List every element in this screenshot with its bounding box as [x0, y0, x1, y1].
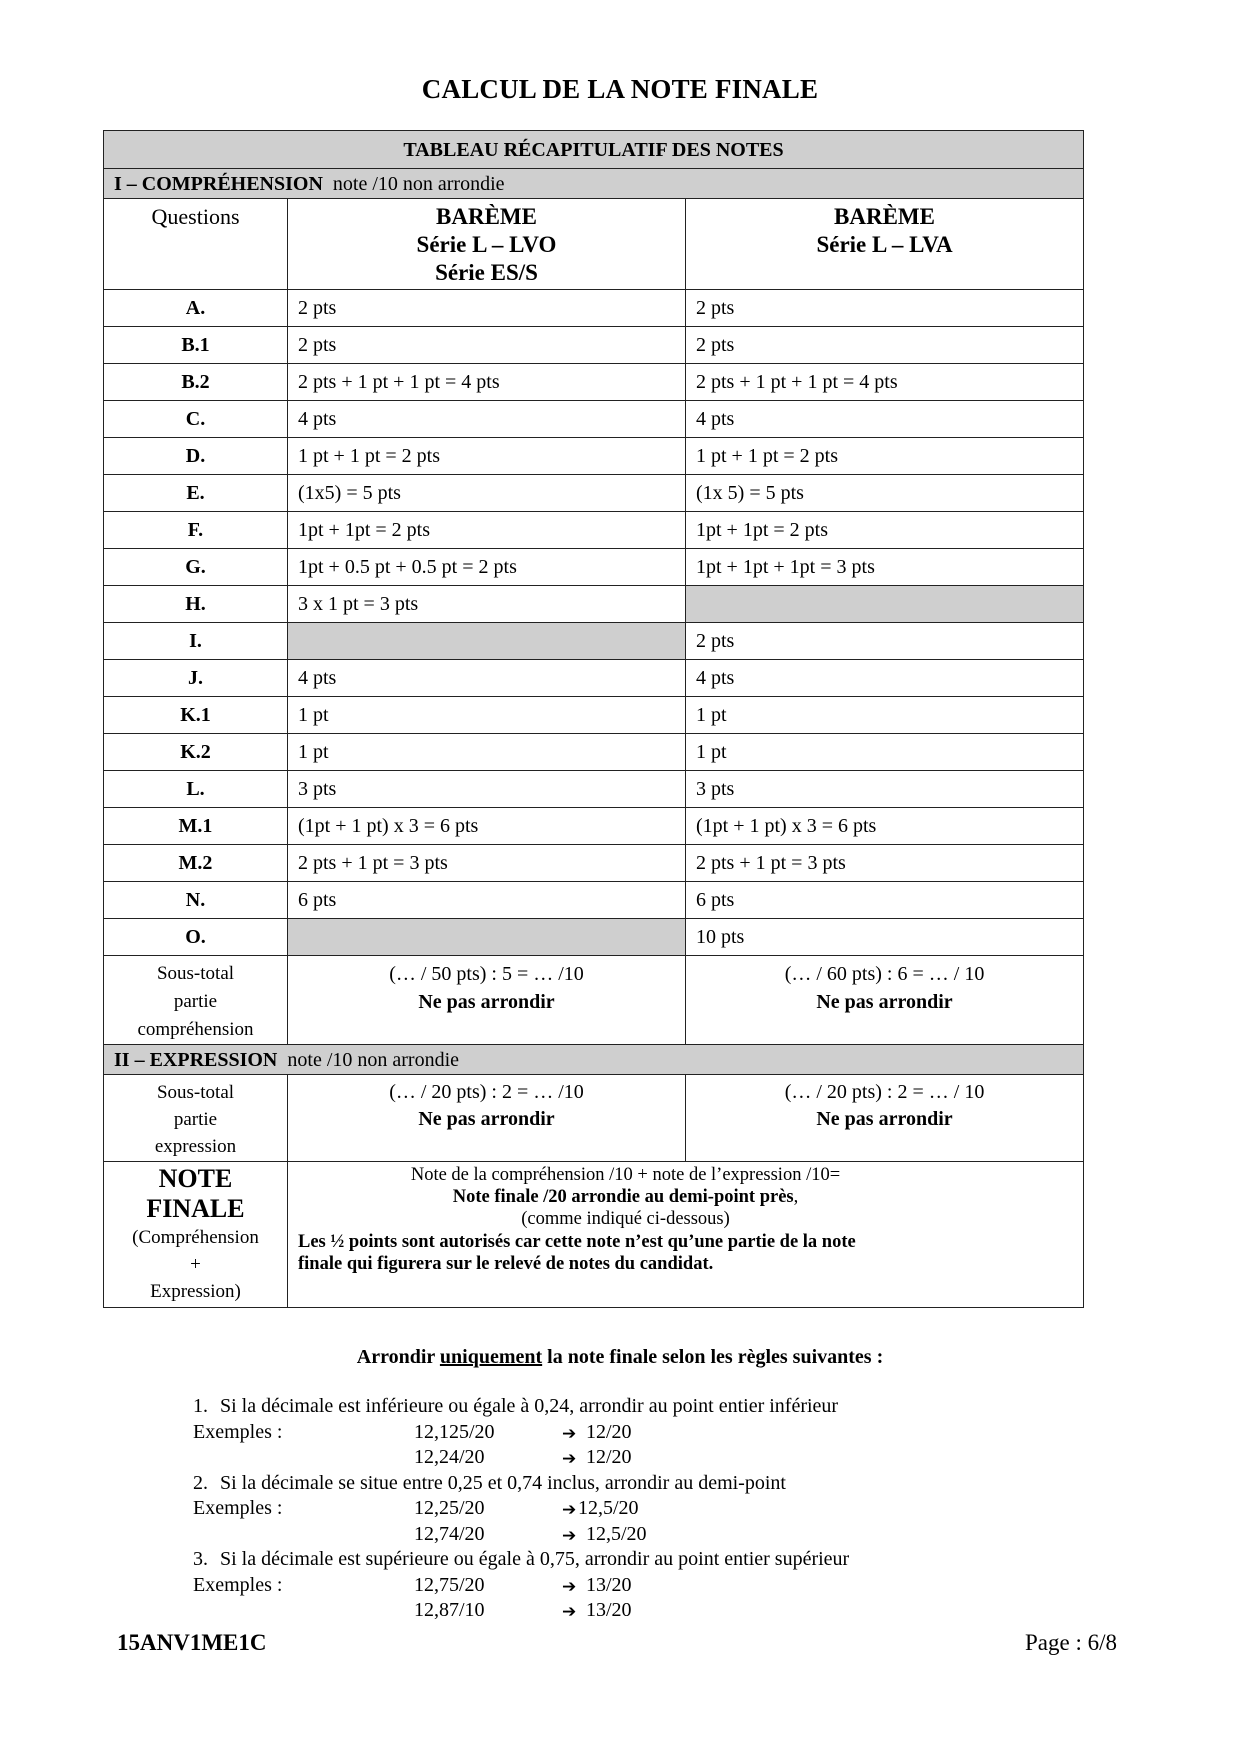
bareme-lvo-line: Série ES/S: [435, 260, 538, 285]
final-note: (comme indiqué ci-dessous): [521, 1209, 730, 1230]
question-label: K.2: [104, 734, 288, 771]
final-half-points-note: Les ½ points sont autorisés car cette note n’est qu’une partie de la note: [298, 1231, 856, 1252]
bareme-lva-header: [686, 199, 1084, 290]
question-label: J.: [104, 660, 288, 697]
question-label: C.: [104, 401, 288, 438]
rule-text: Si la décimale se situe entre 0,25 et 0,74 inclus, arrondir au demi-point: [220, 1471, 786, 1494]
bareme-lvo-cell: [288, 919, 686, 956]
bareme-lva-cell: 2 pts + 1 pt = 3 pts: [686, 845, 1084, 882]
question-rows: [104, 290, 1084, 956]
final-half-points-note: finale qui figurera sur le relevé de notes du candidat.: [298, 1253, 714, 1274]
table-row: [104, 438, 1084, 475]
rule-text: Si la décimale est inférieure ou égale à 0,24, arrondir au point entier inférieur: [220, 1395, 839, 1417]
subtotal-label-line: Sous-total: [156, 963, 235, 984]
bareme-lva-cell: 1 pt + 1 pt = 2 pts: [686, 438, 1084, 475]
question-label: M.2: [104, 845, 288, 882]
example-value: 12,125/20: [414, 1420, 495, 1443]
bareme-lva-cell: 2 pts: [686, 623, 1084, 660]
subtotal-label-line: Sous-total: [156, 1082, 235, 1103]
final-rounding-bold: Note finale /20 arrondie au demi-point près: [452, 1187, 794, 1208]
question-label: G.: [104, 549, 288, 586]
table-row: [104, 586, 1084, 623]
final-label-line: Expression): [150, 1281, 241, 1302]
final-formula: Note de la compréhension /10 + note de l’expression /10=: [410, 1165, 841, 1185]
bareme-lvo-cell: 4 pts: [288, 401, 686, 438]
subtotal-formula: (… / 20 pts) : 2 = … / 10: [784, 1081, 985, 1103]
section-expression-label: II – EXPRESSION: [114, 1048, 278, 1071]
rules-title-pre: Arrondir: [356, 1346, 440, 1368]
subtotal-label-line: compréhension: [137, 1019, 254, 1040]
no-round-note: Ne pas arrondir: [816, 991, 953, 1013]
bareme-lvo-cell: (1x5) = 5 pts: [288, 475, 686, 512]
subtotal-formula: (… / 50 pts) : 5 = … /10: [389, 963, 584, 985]
page-title: CALCUL DE LA NOTE FINALE: [421, 74, 819, 104]
bareme-lva-cell: [686, 586, 1084, 623]
document-code: 15ANV1ME1C: [117, 1630, 267, 1655]
subtotal-formula: (… / 20 pts) : 2 = … /10: [389, 1081, 584, 1103]
table-row: [104, 623, 1084, 660]
subtotal-label-line: partie: [173, 991, 218, 1012]
bareme-lvo-line: BARÈME: [436, 204, 537, 229]
example-result: 13/20: [586, 1573, 632, 1596]
bareme-lvo-cell: 3 x 1 pt = 3 pts: [288, 586, 686, 623]
table-banner: TABLEAU RÉCAPITULATIF DES NOTES: [104, 131, 1084, 169]
section-expression: [104, 1045, 1084, 1075]
bareme-lvo-cell: 2 pts: [288, 327, 686, 364]
table-row: [104, 771, 1084, 808]
table-row: [104, 549, 1084, 586]
table-row: [104, 660, 1084, 697]
question-label: N.: [104, 882, 288, 919]
bareme-lvo-cell: 2 pts + 1 pt = 3 pts: [288, 845, 686, 882]
question-label: O.: [104, 919, 288, 956]
subtotal-comprehension-label: [104, 956, 288, 1045]
table-row: [104, 290, 1084, 327]
rules-title-post: la note finale selon les règles suivantes :: [542, 1346, 884, 1368]
example-result: 12/20: [586, 1446, 632, 1468]
example-result: 12,5/20: [578, 1497, 639, 1519]
rule-item: [193, 1548, 849, 1571]
page-number: Page : 6/8: [1025, 1630, 1117, 1655]
table-row: [104, 512, 1084, 549]
question-label: H.: [104, 586, 288, 623]
bareme-lvo-cell: 4 pts: [288, 660, 686, 697]
arrow-right-icon: ➔: [562, 1449, 577, 1469]
subtotal-expression-lvo: [288, 1075, 686, 1162]
bareme-lva-cell: 1 pt: [686, 697, 1084, 734]
bareme-lva-cell: 3 pts: [686, 771, 1084, 808]
subtotal-comprehension-lva: [686, 956, 1084, 1045]
final-grade-description: [288, 1162, 1084, 1308]
subtotal-formula: (… / 60 pts) : 6 = … / 10: [784, 963, 985, 985]
table-row: [104, 327, 1084, 364]
arrow-right-icon: ➔: [562, 1602, 577, 1622]
final-label-line: NOTE: [158, 1164, 233, 1193]
bareme-lva-line: Série L – LVA: [816, 232, 953, 257]
table-row: [104, 475, 1084, 512]
example-value: 12,75/20: [414, 1573, 485, 1596]
arrow-right-icon: ➔: [562, 1525, 577, 1546]
final-grade-label: [104, 1162, 288, 1308]
question-label: B.1: [104, 327, 288, 364]
table-row: [104, 697, 1084, 734]
table-row: [104, 364, 1084, 401]
subtotal-label-line: partie: [173, 1109, 218, 1130]
examples-label: Exemples :: [193, 1573, 283, 1596]
rule-text: Si la décimale est supérieure ou égale à 0,75, arrondir au point entier supérieur: [220, 1548, 850, 1570]
bareme-lva-cell: (1pt + 1 pt) x 3 = 6 pts: [686, 808, 1084, 845]
subtotal-expression-lva: [686, 1075, 1084, 1162]
bareme-lvo-cell: 1 pt + 1 pt = 2 pts: [288, 438, 686, 475]
example-value: 12,25/20: [414, 1497, 485, 1519]
table-row: [104, 845, 1084, 882]
bareme-lva-cell: 1pt + 1pt + 1pt = 3 pts: [686, 549, 1084, 586]
question-label: M.1: [104, 808, 288, 845]
example-result: 12/20: [586, 1420, 632, 1443]
example-value: 12,87/10: [414, 1599, 485, 1621]
bareme-lva-cell: 10 pts: [686, 919, 1084, 956]
table-row: [104, 734, 1084, 771]
example-value: 12,74/20: [414, 1522, 485, 1545]
rules-title-underlined: uniquement: [439, 1346, 543, 1368]
arrow-right-icon: ➔: [562, 1500, 577, 1520]
rule-number: 2.: [193, 1471, 208, 1494]
bareme-lvo-cell: 1 pt: [288, 734, 686, 771]
question-label: L.: [104, 771, 288, 808]
bareme-lva-cell: 1 pt: [686, 734, 1084, 771]
bareme-lva-cell: 6 pts: [686, 882, 1084, 919]
bareme-lva-cell: (1x 5) = 5 pts: [686, 475, 1084, 512]
final-label-line: +: [190, 1254, 201, 1275]
bareme-lva-cell: 2 pts + 1 pt + 1 pt = 4 pts: [686, 364, 1084, 401]
bareme-lva-cell: 2 pts: [686, 327, 1084, 364]
table-row: [104, 808, 1084, 845]
no-round-note: Ne pas arrondir: [816, 1108, 953, 1130]
bareme-lvo-cell: (1pt + 1 pt) x 3 = 6 pts: [288, 808, 686, 845]
examples-label: Exemples :: [193, 1420, 283, 1443]
questions-header: Questions: [104, 199, 288, 290]
final-rounding-rule: [298, 1186, 1073, 1208]
rule-item: [193, 1395, 838, 1418]
bareme-lvo-cell: 6 pts: [288, 882, 686, 919]
bareme-lvo-cell: 1pt + 0.5 pt + 0.5 pt = 2 pts: [288, 549, 686, 586]
final-label-line: FINALE: [146, 1194, 245, 1223]
question-label: A.: [104, 290, 288, 327]
subtotal-comprehension-lvo: [288, 956, 686, 1045]
bareme-lvo-cell: 2 pts: [288, 290, 686, 327]
bareme-lvo-header: [288, 199, 686, 290]
section-comprehension-label: I – COMPRÉHENSION: [114, 172, 323, 195]
no-round-note: Ne pas arrondir: [418, 991, 555, 1013]
section-comprehension: [104, 169, 1084, 199]
table-row: [104, 882, 1084, 919]
section-expression-note: note /10 non arrondie: [287, 1048, 460, 1071]
example-result: 12,5/20: [586, 1522, 647, 1545]
final-rounding-rest: ,: [793, 1187, 799, 1208]
bareme-lvo-cell: [288, 623, 686, 660]
rule-number: 1.: [193, 1395, 208, 1417]
table-row: [104, 401, 1084, 438]
rounding-rules-title: [0, 1346, 1240, 1369]
bareme-lva-line: BARÈME: [834, 204, 935, 229]
rule-number: 3.: [193, 1548, 208, 1570]
example-result: 13/20: [586, 1599, 632, 1621]
bareme-lvo-line: Série L – LVO: [416, 232, 557, 257]
bareme-lva-cell: 4 pts: [686, 401, 1084, 438]
no-round-note: Ne pas arrondir: [418, 1108, 555, 1130]
question-label: I.: [104, 623, 288, 660]
question-label: F.: [104, 512, 288, 549]
question-label: D.: [104, 438, 288, 475]
bareme-lvo-cell: 1pt + 1pt = 2 pts: [288, 512, 686, 549]
section-comprehension-note: note /10 non arrondie: [332, 172, 505, 195]
bareme-lvo-cell: 2 pts + 1 pt + 1 pt = 4 pts: [288, 364, 686, 401]
bareme-lvo-cell: 1 pt: [288, 697, 686, 734]
bareme-lva-cell: 4 pts: [686, 660, 1084, 697]
final-label-line: (Compréhension: [132, 1227, 259, 1248]
arrow-right-icon: ➔: [562, 1423, 577, 1444]
examples-label: Exemples :: [193, 1497, 283, 1519]
bareme-lva-cell: 2 pts: [686, 290, 1084, 327]
table-row: [104, 919, 1084, 956]
example-value: 12,24/20: [414, 1446, 485, 1468]
rule-item: [193, 1472, 786, 1495]
arrow-right-icon: ➔: [562, 1576, 577, 1597]
subtotal-label-line: expression: [154, 1136, 237, 1157]
bareme-lvo-cell: 3 pts: [288, 771, 686, 808]
question-label: B.2: [104, 364, 288, 401]
question-label: K.1: [104, 697, 288, 734]
question-label: E.: [104, 475, 288, 512]
bareme-lva-cell: 1pt + 1pt = 2 pts: [686, 512, 1084, 549]
grading-table: [103, 130, 1084, 1308]
subtotal-expression-label: [104, 1075, 288, 1162]
